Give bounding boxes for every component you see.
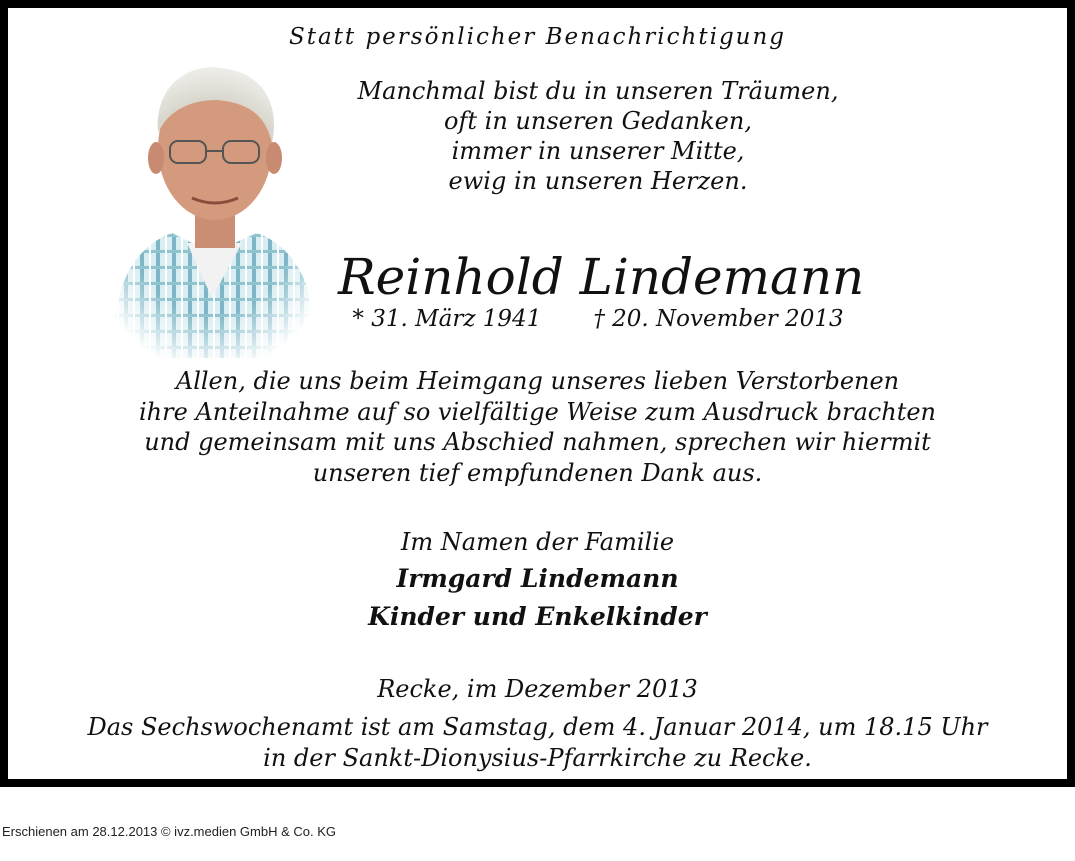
service-note-line: Das Sechswochenamt ist am Samstag, dem 4. Januar 2014, um 18.15 Uhr xyxy=(87,713,988,741)
service-note-line: in der Sankt-Dionysius-Pfarrkirche zu Recke. xyxy=(263,744,812,772)
thanks-line: Allen, die uns beim Heimgang unseres lieben Verstorbenen xyxy=(175,367,900,395)
family-member-2: Kinder und Enkelkinder xyxy=(368,602,707,631)
thanks-text xyxy=(8,366,1067,488)
service-note xyxy=(8,712,1067,774)
thanks-line: und gemeinsam mit uns Abschied nahmen, sprechen wir hiermit xyxy=(144,428,931,456)
poem xyxy=(338,76,858,196)
deceased-name: Reinhold Lindemann xyxy=(338,248,865,306)
poem-line: Manchmal bist du in unseren Träumen, xyxy=(357,77,839,105)
publication-footer: Erschienen am 28.12.2013 © ivz.medien GmbH & Co. KG xyxy=(2,824,337,839)
birth-date: * 31. März 1941 xyxy=(352,306,542,332)
poem-line: oft in unseren Gedanken, xyxy=(444,107,752,135)
family-intro: Im Namen der Familie xyxy=(400,528,675,556)
portrait-photo xyxy=(92,58,332,358)
death-date: † 20. November 2013 xyxy=(593,306,844,332)
life-dates xyxy=(338,306,858,332)
place-date: Recke, im Dezember 2013 xyxy=(377,675,698,703)
thanks-line: unseren tief empfundenen Dank aus. xyxy=(312,458,763,487)
thanks-line: ihre Anteilnahme auf so vielfältige Weise zum Ausdruck brachten xyxy=(139,397,936,426)
poem-line: immer in unserer Mitte, xyxy=(451,137,745,165)
family-member-1: Irmgard Lindemann xyxy=(396,564,679,593)
header-line: Statt persönlicher Benachrichtigung xyxy=(288,24,787,50)
poem-line: ewig in unseren Herzen. xyxy=(448,167,748,195)
